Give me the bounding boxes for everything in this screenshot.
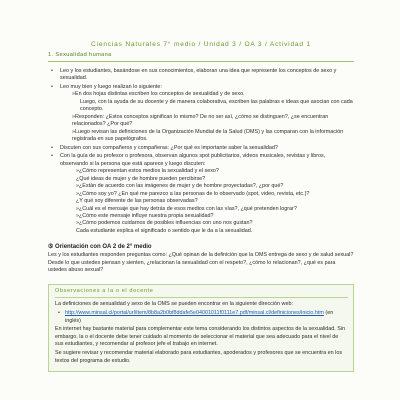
question-line: »¿Cómo este mensaje influye nuestra propia sexualidad?	[76, 212, 214, 219]
step-line: Luego, con la ayuda de su docente y de manera colaborativa, escriben las palabras e ideas que asocian con cada concepto.	[80, 98, 353, 113]
orientation-text: Les y los estudiantes responden preguntas como: ¿Qué opinan de la definición que la OMS entrega de sexo y de salud sexual? Desde lo que ustedes piensan y sienten, ¿relacionan la sexualidad con el respeto?, ¿cómo lo relacionan?, ¿qué es para ustedes abuso sexual?	[48, 252, 354, 274]
list-item-label: Con la guía de su profesor o profesora, observan algunos spot publicitarios, videos musicales, revistas y libros, observando si la persona que está aparece y luego discuten:	[60, 153, 326, 167]
link-list	[55, 310, 348, 325]
question-line: ¿Y qué soy diferente de las personas observadas?	[76, 198, 198, 205]
question-line: »¿Cómo representan estos medios la sexualidad y el sexo?	[76, 168, 219, 175]
question-list	[60, 168, 354, 235]
teacher-notes-box	[48, 284, 354, 371]
teacher-notes-heading: Observaciones a la o el docente	[55, 288, 348, 298]
oms-link[interactable]: http://www.minsal.cl/portal/url/item/8b8a2b0bf8ddafe5e04001011f0111e7.pdf/minsal.cl/definiciones/inicio.htm	[65, 310, 324, 317]
list-item	[55, 310, 348, 325]
list-item: • Leo y los estudiantes, basándose en sus conocimientos, elaboran una idea que represente los conceptos de sexo y sexualidad.	[48, 68, 354, 83]
teacher-notes-paragraph: La definiciones de sexualidad y sexo de la OMS se pueden encontrar en la siguiente dirección web:	[55, 301, 293, 308]
teacher-notes-paragraph: En internet hay bastante material para complementar este tema considerando los distintos aspectos de la sexualidad. Sin embargo, la o el docente debe tener cuidado al momento de seleccionar el material que sea adecuado para el nivel de sus estudiantes, y recomendar al profesor jefe el trabajo en internet.	[55, 326, 346, 348]
link-suffix: (en inglés)	[65, 310, 334, 324]
question-line: »¿Cuál es el mensaje que hay detrás de esos medios con las vías?, ¿qué pretenden lograr?	[76, 205, 297, 212]
question-line: »¿Cómo soy yo? ¿En qué me parezco a las personas de lo observado (spot, video, revista, etc.)?	[76, 190, 310, 197]
intro-list	[48, 68, 354, 236]
orientation-heading: ⑤ Orientación con OA 2 de 2° medio	[48, 244, 152, 251]
list-item: • Discuten con sus compañeros y compañeras: ¿Por qué es importante saber la sexualidad?	[48, 145, 354, 152]
step-line: »Responden: ¿Estos conceptos significan lo mismo? De no ser así, ¿cómo se distinguen?, ¿se encuentran relacionados? ¿Por qué?	[72, 113, 329, 128]
teacher-notes-paragraph: Se sugiere revisar y recomendar material elaborado para estudiantes, apoderados y profesores que se encuentra en los textos del programa de estudio.	[55, 350, 343, 364]
orientation-section	[48, 243, 354, 274]
list-item	[48, 153, 354, 235]
section-heading: 1. Sexualidad humana	[48, 52, 354, 62]
question-line: Cada estudiante explica el significado o sentido que le da a la sexualidad.	[76, 227, 253, 234]
question-line: »¿Están de acuerdo con las imágenes de mujer y de hombre proyectadas?, ¿por qué?	[76, 183, 284, 190]
list-item	[48, 84, 354, 144]
page-title: Ciencias Naturales 7° medio / Unidad 3 / OA 3 / Actividad 1	[91, 41, 311, 48]
list-item-label: Leo muy bien y luego realizan lo siguiente:	[60, 83, 162, 90]
step-line: »Luego revisan las definiciones de la Organización Mundial de la Salud (OMS) y las comparan con la información registrada en sus papelógrafos.	[72, 128, 344, 143]
question-line: »¿Cómo podemos cuidarnos de posibles influencias con uno nos gustan?	[76, 220, 253, 227]
step-line: »En dos hojas distintas escriben los conceptos de sexualidad y de sexo.	[72, 91, 245, 98]
question-line: ¿Qué ideas de mujer y de hombre pueden percibirse?	[76, 175, 206, 182]
